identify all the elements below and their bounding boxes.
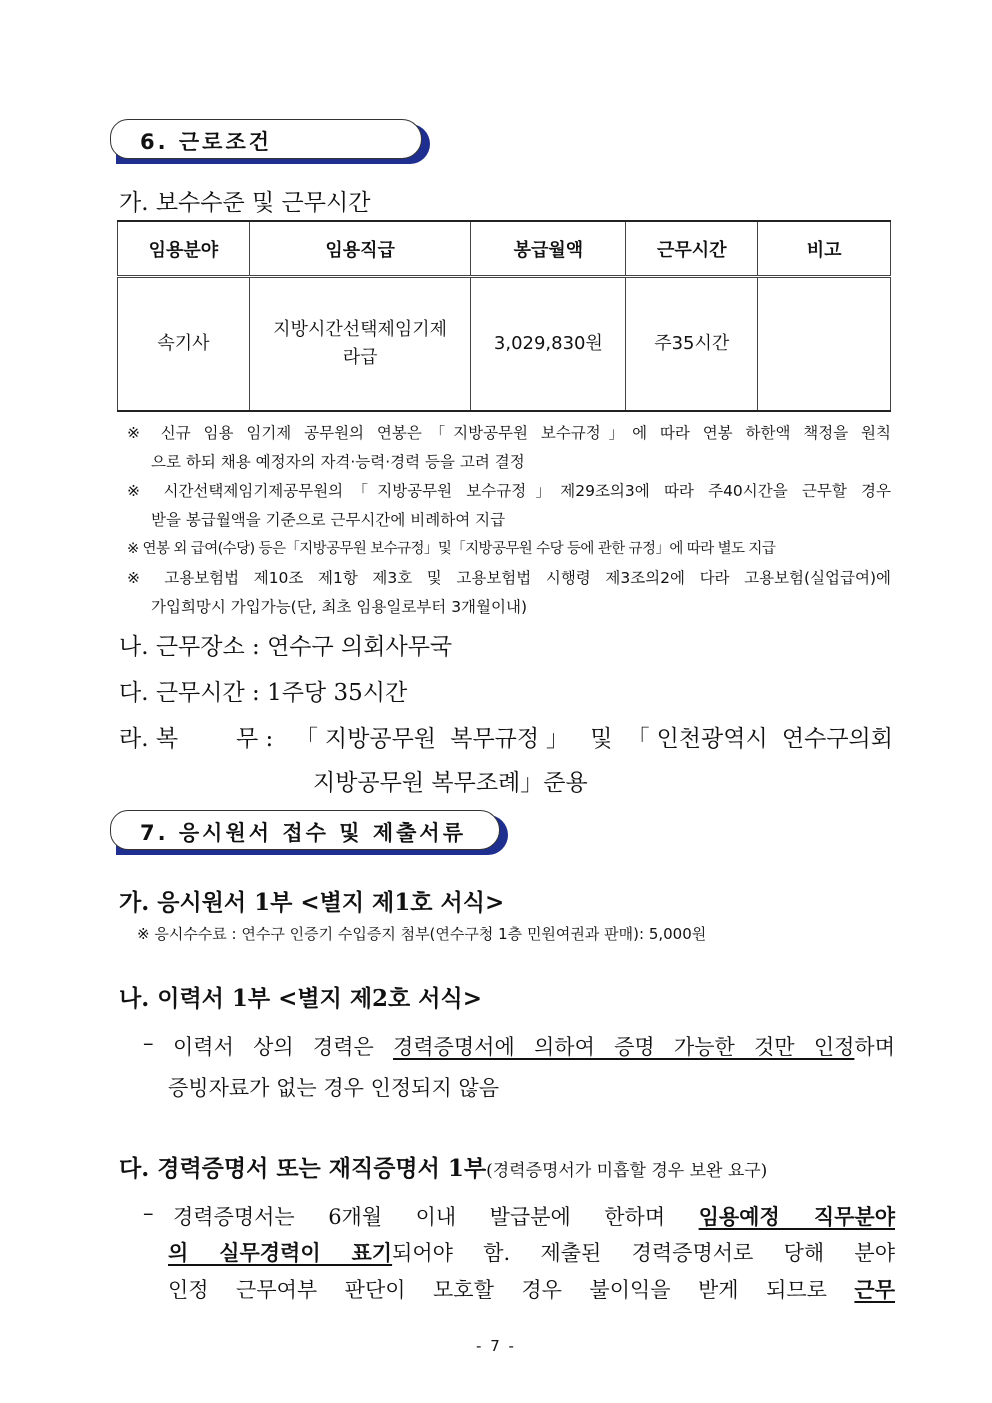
- note-4: [127, 564, 891, 622]
- duty-line2: 지방공무원 복무조례」준용: [313, 770, 588, 796]
- career-line2-b: 되어야 함. 제출된 경력증명서로 당해 분야: [392, 1241, 895, 1265]
- resume-line1-underlined: 경력증명서에 의하여 증명 가능한 것만 인정: [393, 1035, 855, 1059]
- career-line1-a: 경력증명서는 6개월 이내 발급분에 한하며: [173, 1205, 699, 1229]
- section-6-header: [110, 119, 422, 159]
- career-line3-a: 인정 근무여부 판단이 모호할 경우 불이익을 받게 되므로: [168, 1278, 855, 1302]
- application-form-heading: 가. 응시원서 1부 <별지 제1호 서식>: [119, 889, 505, 916]
- cell-grade-line1: 지방시간선택제임기제: [273, 319, 448, 340]
- career-cert-heading-main: 다. 경력증명서 또는 재직증명서 1부: [119, 1155, 487, 1182]
- header-field: 임용분야: [118, 221, 250, 277]
- table-header-row: [118, 221, 891, 277]
- note-2-line2: 받을 봉급월액을 기준으로 근무시간에 비례하여 지급: [151, 511, 506, 529]
- note-3-line1: ※ 연봉 외 급여(수당) 등은「지방공무원 보수규정」및「지방공무원 수당 등에 관한 규정」에 따라 별도 지급: [127, 541, 776, 557]
- resume-line1: [173, 1031, 895, 1061]
- pay-table: [117, 220, 891, 412]
- career-line3: [168, 1274, 895, 1304]
- career-cert-heading: [119, 1150, 767, 1183]
- resume-line1-a: 이력서 상의 경력은: [173, 1035, 394, 1059]
- career-line3-underlined: 근무: [854, 1277, 895, 1302]
- resume-heading: 나. 이력서 1부 <별지 제2호 서식>: [119, 985, 482, 1012]
- note-1-line2: 으로 하되 채용 예정자의 자격·능력·경력 등을 고려 결정: [151, 453, 525, 471]
- notes-block: [127, 419, 891, 622]
- duty-label: 라. 복: [119, 726, 179, 752]
- table-row: [118, 277, 891, 412]
- work-place: 나. 근무장소 : 연수구 의회사무국: [119, 634, 453, 660]
- career-line1: [173, 1201, 895, 1231]
- cell-hours: 주35시간: [626, 277, 758, 412]
- application-fee-note: ※ 응시수수료 : 연수구 인증기 수입증지 첨부(연수구청 1층 민원여권과 판매): 5,000원: [137, 925, 707, 943]
- subsection-ga-heading: 가. 보수수준 및 근무시간: [119, 190, 371, 216]
- work-hours: 다. 근무시간 : 1주당 35시간: [119, 680, 408, 706]
- cell-field: 속기사: [118, 277, 250, 412]
- note-1: [127, 419, 891, 477]
- career-line1-underlined: 임용예정 직무분야: [698, 1204, 895, 1229]
- resume-dash: –: [143, 1031, 154, 1055]
- note-2: [127, 477, 891, 535]
- cell-remark: [758, 277, 891, 412]
- header-hours: 근무시간: [626, 221, 758, 277]
- cell-salary: 3,029,830원: [471, 277, 626, 412]
- section-6-title: 6. 근로조건: [140, 130, 273, 154]
- header-salary: 봉급월액: [471, 221, 626, 277]
- career-line2-underlined: 의 실무경력이 표기: [168, 1240, 393, 1265]
- career-line2: [168, 1237, 895, 1267]
- cell-grade-line2: 라급: [342, 347, 378, 368]
- section-7-header: [110, 810, 500, 850]
- duty-label-2: 무 :: [236, 726, 274, 752]
- section-7-title: 7. 응시원서 접수 및 제출서류: [140, 821, 466, 845]
- duty-line1: 「지방공무원 복무규정」 및 「인천광역시 연수구의회: [295, 726, 893, 752]
- page-number: - 7 -: [476, 1337, 516, 1355]
- note-2-line1: ※ 시간선택제임기제공무원의「지방공무원 보수규정」제29조의3에 따라 주40시간을 근무할 경우: [127, 482, 891, 500]
- career-dash: –: [143, 1201, 154, 1225]
- note-1-line1: ※ 신규 임용 임기제 공무원의 연봉은「지방공무원 보수규정」에 따라 연봉 하한액 책정을 원칙: [127, 424, 891, 442]
- note-4-line1: ※ 고용보험법 제10조 제1항 제3호 및 고용보험법 시행령 제3조의2에 다라 고용보험(실업급여)에: [127, 569, 891, 587]
- note-3: [127, 535, 891, 564]
- header-remark: 비고: [758, 221, 891, 277]
- career-cert-heading-sub: (경력증명서가 미흡할 경우 보완 요구): [486, 1161, 768, 1181]
- resume-line1-c: 하며: [854, 1035, 895, 1059]
- resume-line2: 증빙자료가 없는 경우 인정되지 않음: [168, 1076, 499, 1100]
- header-grade: 임용직급: [249, 221, 471, 277]
- cell-grade: [249, 277, 471, 412]
- note-4-line2: 가입희망시 가입가능(단, 최초 임용일로부터 3개월이내): [151, 598, 527, 616]
